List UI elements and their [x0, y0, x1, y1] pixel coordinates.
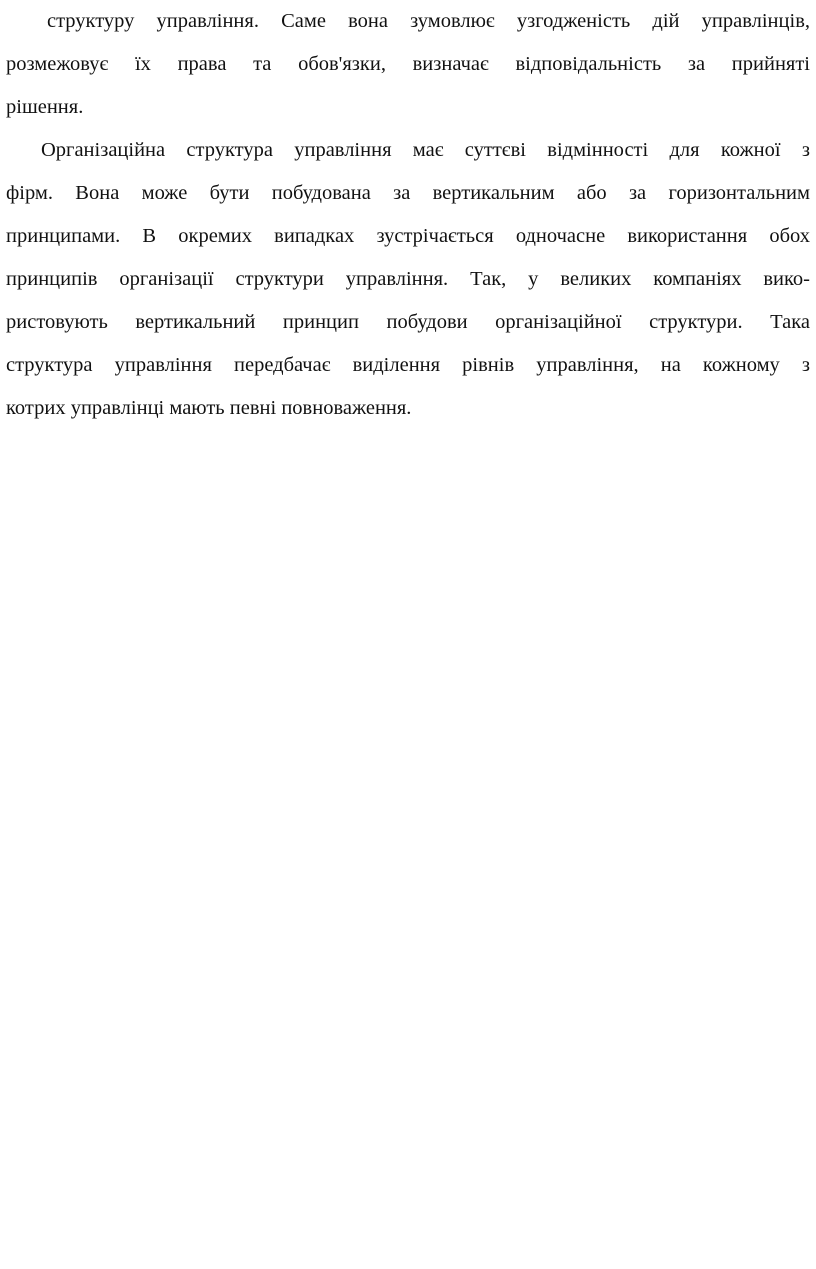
paragraph-line: Організаційна структура управління має суттєві відмінності для кожної з — [41, 139, 810, 161]
paragraph-line: фірм. Вона може бути побудована за вертикальним або за горизонтальним — [6, 182, 810, 204]
paragraph-line: структура управління передбачає виділення рівнів управління, на кожному з — [6, 354, 810, 376]
paragraph-2 — [6, 129, 810, 430]
paragraph-line: принципів організації структури управління. Так, у великих компаніях вико- — [6, 268, 810, 290]
paragraph-line: ристовують вертикальний принцип побудови організаційної структури. Така — [6, 311, 810, 333]
paragraph-line: котрих управлінці мають певні повноваження. — [6, 397, 412, 419]
paragraph-line: структуру управління. Саме вона зумовлює узгодженість дій управлінців, — [47, 10, 810, 32]
paragraph-line: принципами. В окремих випадках зустрічається одночасне використання обох — [6, 225, 810, 247]
paragraph-line: рішення. — [6, 96, 84, 118]
paragraph-line: розмежовує їх права та обов'язки, визначає відповідальність за прийняті — [6, 53, 810, 75]
paragraph-1 — [6, 0, 810, 129]
document-body — [6, 0, 810, 430]
